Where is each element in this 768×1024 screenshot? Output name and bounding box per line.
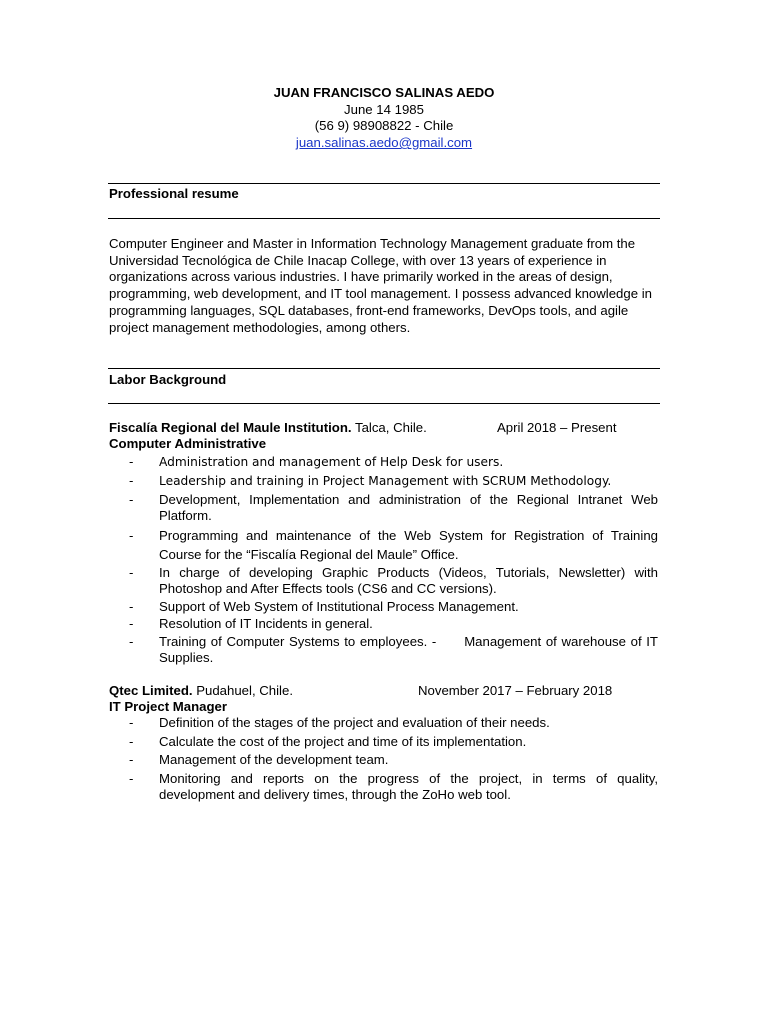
list-item: - Support of Web System of Institutional Process Management.: [129, 598, 519, 614]
job-role: Computer Administrative: [109, 436, 267, 451]
divider: [108, 403, 660, 404]
duties-list: [129, 715, 658, 804]
job-location: Pudahuel, Chile.: [192, 683, 293, 698]
company-name: Qtec Limited.: [109, 683, 193, 698]
list-item: - Definition of the stages of the project and evaluation of their needs.: [129, 715, 550, 730]
list-item: - Administration and management of Help Desk for users.: [129, 454, 504, 469]
list-item: - Development, Implementation and administration of the Regional Intranet Web Platform.: [129, 491, 658, 523]
divider: [108, 218, 660, 219]
list-item: - Training of Computer Systems to employees. - Management of warehouse of IT Supplies.: [129, 633, 662, 665]
job-dates: April 2018 – Present: [497, 420, 617, 435]
job-location: Talca, Chile.: [351, 420, 427, 435]
contact-header: [0, 85, 768, 152]
list-item: - Calculate the cost of the project and time of its implementation.: [129, 733, 527, 749]
list-item: - Programming and maintenance of the Web System for Registration of Training Course for the “Fiscalía Regional del Maule” Office.: [129, 527, 658, 562]
list-item: - In charge of developing Graphic Products (Videos, Tutorials, Newsletter) with Photoshop and After Effects tools (CS6 and CC versions).: [129, 564, 658, 596]
list-item: - Monitoring and reports on the progress of the project, in terms of quality, development and delivery times, through the ZoHo web tool.: [129, 770, 658, 802]
divider: [108, 368, 660, 369]
birthdate: June 14 1985: [344, 101, 424, 117]
phone: (56 9) 98908822 - Chile: [314, 118, 454, 134]
list-item: - Leadership and training in Project Management with SCRUM Methodology.: [129, 473, 612, 488]
job-header: [109, 420, 427, 437]
divider: [108, 183, 660, 184]
duties-list: [129, 454, 662, 667]
summary-paragraph: Computer Engineer and Master in Information Technology Management graduate from the Universidad Tecnológica de Chile Inacap College, with over 13 years of experience in organizations across various industries. I have primarily worked in the areas of design, programming, web development, and IT tool management. I possess advanced knowledge in programming languages, SQL databases, front-end frameworks, DevOps tools, and agile project management methodologies, among others.: [109, 236, 652, 335]
company-name: Fiscalía Regional del Maule Institution.: [109, 420, 352, 435]
job-dates: November 2017 – February 2018: [418, 683, 613, 698]
section-title-labor-background: Labor Background: [109, 372, 227, 387]
job-role: IT Project Manager: [109, 699, 227, 714]
section-title-professional-resume: Professional resume: [109, 186, 239, 201]
list-item: - Management of the development team.: [129, 752, 389, 767]
job-header: [109, 683, 293, 700]
email-link[interactable]: juan.salinas.aedo@gmail.com: [295, 135, 473, 151]
candidate-name: JUAN FRANCISCO SALINAS AEDO: [273, 85, 495, 100]
list-item: - Resolution of IT Incidents in general.: [129, 616, 373, 631]
